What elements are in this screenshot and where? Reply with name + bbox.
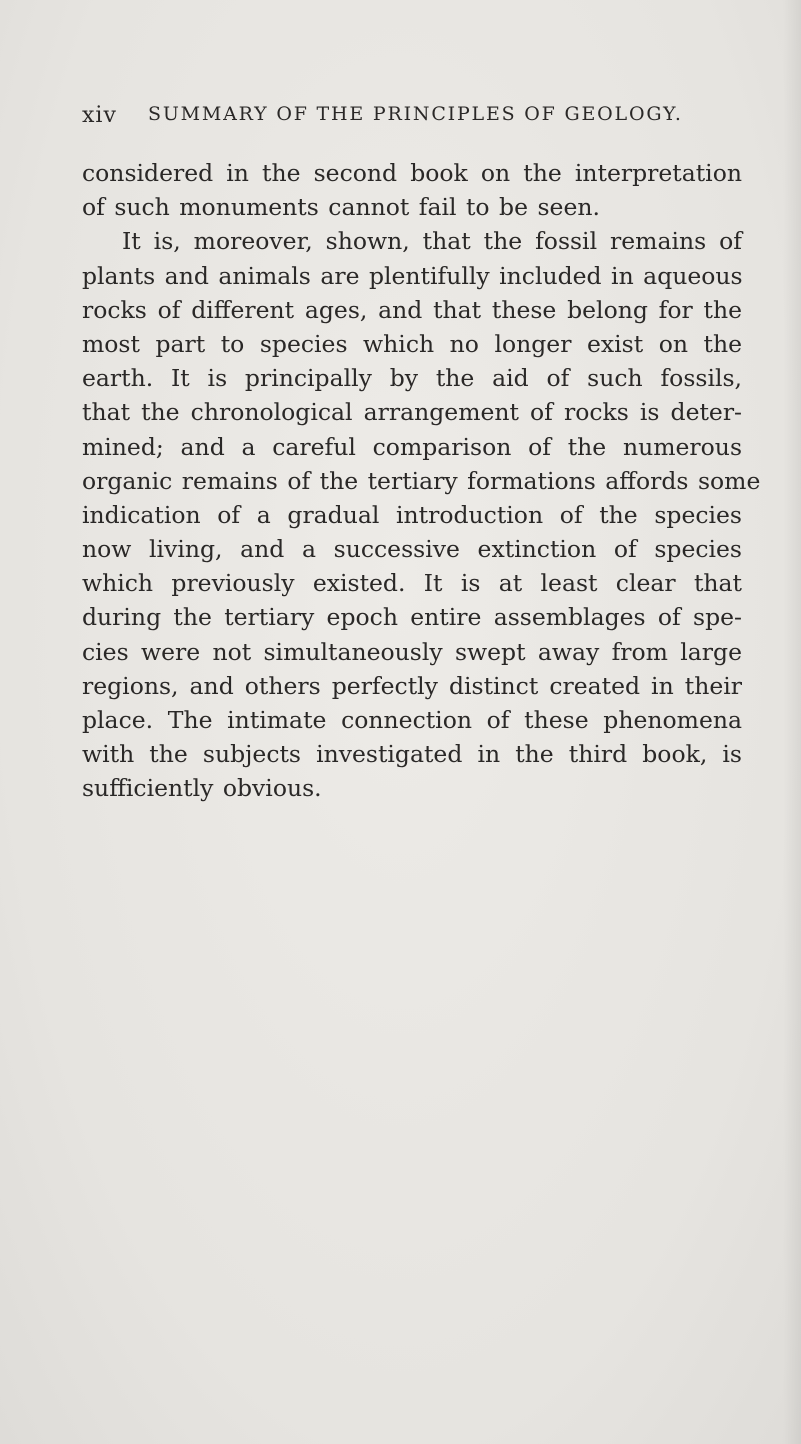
text-line: earth. It is principally by the aid of such fossils, xyxy=(82,364,742,393)
text-line: indication of a gradual introduction of the species xyxy=(82,500,742,529)
paragraph-start-line: It is, moreover, shown, that the fossil remains of xyxy=(122,227,742,256)
text-line: plants and animals are plentifully included in aqueous xyxy=(82,261,743,290)
text-line: with the subjects investigated in the third book, is xyxy=(82,740,742,769)
running-head: SUMMARY OF THE PRINCIPLES OF GEOLOGY. xyxy=(148,103,683,125)
body-text xyxy=(82,156,761,806)
page-edge-shadow xyxy=(783,0,801,1444)
page-header xyxy=(82,103,722,137)
text-line: which previously existed. It is at least clear that xyxy=(82,569,742,598)
text-line: cies were not simultaneously swept away from large xyxy=(82,637,742,666)
text-line: during the tertiary epoch entire assemblages of spe- xyxy=(82,603,742,632)
text-line: now living, and a successive extinction of species xyxy=(82,535,742,564)
text-line: considered in the second book on the interpretation xyxy=(82,159,742,187)
text-line: rocks of different ages, and that these belong for the xyxy=(82,295,742,324)
text-line: mined; and a careful comparison of the numerous xyxy=(82,432,742,461)
text-line: that the chronological arrangement of rocks is deter- xyxy=(82,398,742,427)
text-line: most part to species which no longer exist on the xyxy=(82,329,742,358)
text-line: of such monuments cannot fail to be seen. xyxy=(82,193,600,222)
text-line: place. The intimate connection of these phenomena xyxy=(82,706,742,734)
page-number: xiv xyxy=(82,103,117,128)
text-line: organic remains of the tertiary formations affords some xyxy=(82,466,761,495)
text-line: regions, and others perfectly distinct created in their xyxy=(82,671,742,700)
text-line: sufficiently obvious. xyxy=(82,774,322,803)
